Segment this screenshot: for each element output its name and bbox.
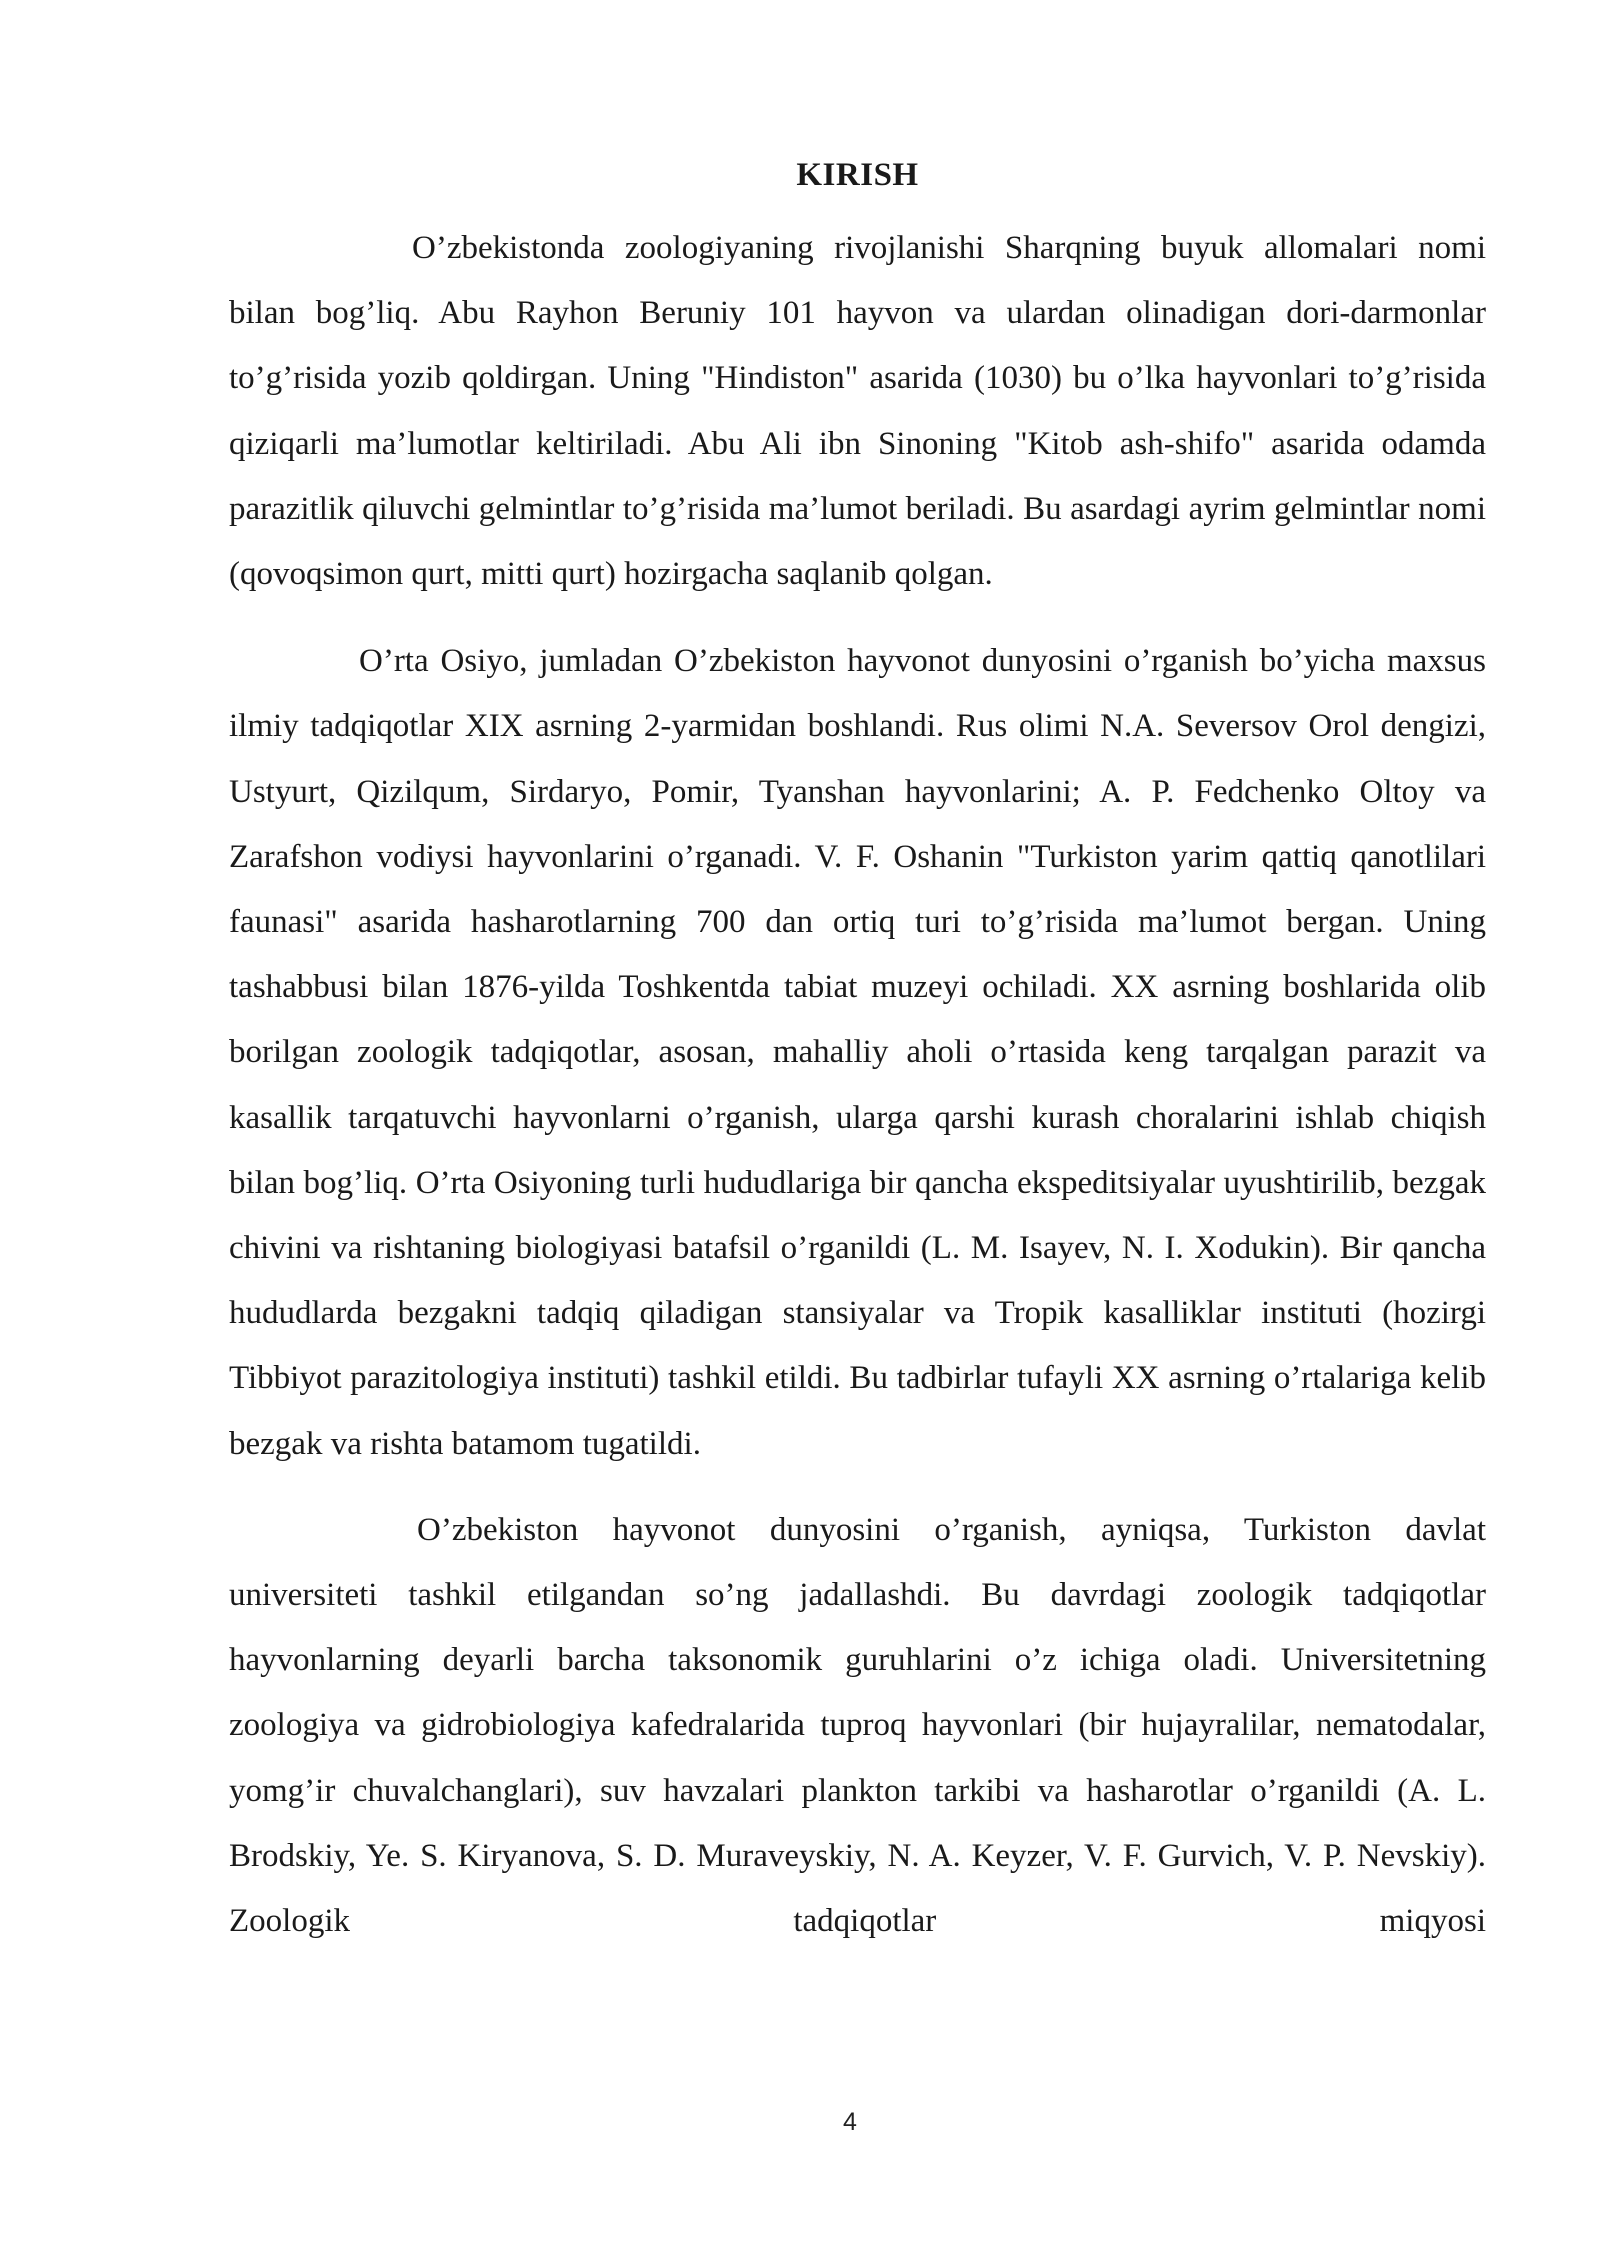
page-number: 4 — [843, 2108, 857, 2136]
page-content — [229, 142, 1486, 1954]
paragraph-1: O’zbekistonda zoologiyaning rivojlanishi Sharqning buyuk allomalari nomi bilan bog’liq. Abu Rayhon Beruniy 101 hayvon va ulardan olinadigan dori-darmonlar to’g’risida yozib qoldirgan. Uning "Hindiston" asarida (1030) bu o’lka hayvonlari to’g’risida qiziqarli ma’lumotlar keltiriladi. Abu Ali ibn Sinoning "Kitob ash-shifo" asarida odamda parazitlik qiluvchi gelmintlar to’g’risida ma’lumot beriladi. Bu asardagi ayrim gelmintlar nomi (qovoqsimon qurt, mitti qurt) hozirgacha saqlanib qolgan. — [229, 230, 1486, 593]
paragraph-3: O’zbekiston hayvonot dunyosini o’rganish, ayniqsa, Turkiston davlat universiteti tashkil etilgandan so’ng jadallashdi. Bu davrdagi zoologik tadqiqotlar hayvonlarning deyarli barcha taksonomik guruhlarini o’z ichiga oladi. Universitetning zoologiya va gidrobiologiya kafedralarida tuproq hayvonlari (bir hujayralilar, nematodalar, yomg’ir chuvalchanglari), suv havzalari plankton tarkibi va hasharotlar o’rganildi (A. L. Brodskiy, Ye. S. Kiryanova, S. D. Muraveyskiy, N. A. Keyzer, V. F. Gurvich, V. P. Nevskiy). Zoologik tadqiqotlar miqyosi — [229, 1511, 1486, 1940]
section-title: KIRISH — [796, 157, 919, 193]
paragraph-2: O’rta Osiyo, jumladan O’zbekiston hayvonot dunyosini o’rganish bo’yicha maxsus ilmiy tadqiqotlar XIX asrning 2-yarmidan boshlandi. Rus olimi N.A. Seversov Orol dengizi, Ustyurt, Qizilqum, Sirdaryo, Pomir, Tyanshan hayvonlarini; A. P. Fedchenko Oltoy va Zarafshon vodiysi hayvonlarini o’rganadi. V. F. Oshanin "Turkiston yarim qattiq qanotlilari faunasi" asarida hasharotlarning 700 dan ortiq turi to’g’risida ma’lumot bergan. Uning tashabbusi bilan 1876-yilda Toshkentda tabiat muzeyi ochiladi. XX asrning boshlarida olib borilgan zoologik tadqiqotlar, asosan, mahalliy aholi o’rtasida keng tarqalgan parazit va kasallik tarqatuvchi hayvonlarni o’rganish, ularga qarshi kurash choralarini ishlab chiqish bilan bog’liq. O’rta Osiyoning turli hududlariga bir qancha ekspeditsiyalar uyushtirilib, bezgak chivini va rishtaning biologiyasi batafsil o’rganildi (L. M. Isayev, N. I. Xodukin). Bir qancha hududlarda bezgakni tadqiq qiladigan stansiyalar va Tropik kasalliklar instituti (hozirgi Tibbiyot parazitologiya instituti) tashkil etildi. Bu tadbirlar tufayli XX asrning o’rtalariga kelib bezgak va rishta batamom tugatildi. — [229, 643, 1486, 1462]
